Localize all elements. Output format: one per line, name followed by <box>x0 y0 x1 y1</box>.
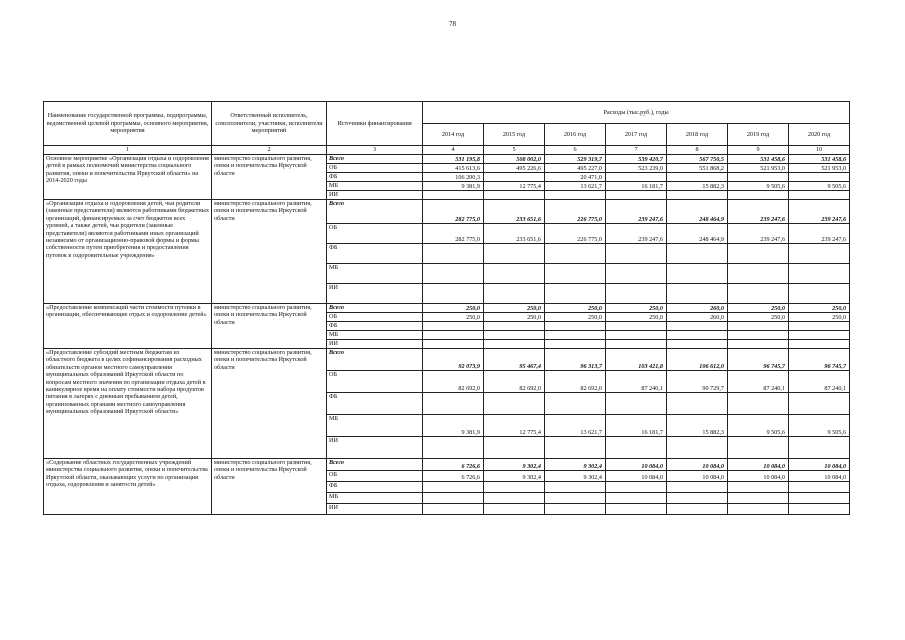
expense-value <box>789 393 850 415</box>
funding-source: МБ <box>327 264 423 284</box>
expense-value: 82 692,0 <box>484 371 545 393</box>
expense-value: 9 302,4 <box>484 471 545 482</box>
header-year: 2016 год <box>545 124 606 146</box>
expense-value: 13 621,7 <box>545 415 606 437</box>
column-index: 5 <box>484 146 545 155</box>
funding-source: ОБ <box>327 164 423 173</box>
expense-value <box>728 393 789 415</box>
measure-executor: министерство социального развития, опеки и попечительства Иркутской области <box>212 304 327 349</box>
expense-value <box>423 264 484 284</box>
header-year: 2017 год <box>606 124 667 146</box>
expense-value <box>606 244 667 264</box>
expense-value <box>728 264 789 284</box>
expense-value <box>423 284 484 304</box>
measure-executor: министерство социального развития, опеки и попечительства Иркутской области <box>212 200 327 304</box>
funding-source: ИИ <box>327 437 423 459</box>
expense-value <box>606 482 667 493</box>
expense-value: 250,0 <box>484 313 545 322</box>
expense-value <box>423 244 484 264</box>
measure-name: «Содержание областных государственных учреждений министерства социального развития, опеки и попечительства Иркутской области, оказывающих услуги по организации отдыха, оздоровления и занятости детей» <box>44 459 212 515</box>
table-row <box>44 349 850 371</box>
expense-value <box>606 393 667 415</box>
expense-value <box>728 331 789 340</box>
expense-value: 250,0 <box>606 304 667 313</box>
expense-value: 523 239,0 <box>606 164 667 173</box>
expense-value <box>728 437 789 459</box>
expense-value: 10 084,0 <box>789 471 850 482</box>
expense-value: 260,0 <box>667 313 728 322</box>
expense-value <box>423 331 484 340</box>
expense-value: 226 775,0 <box>545 200 606 224</box>
expense-value <box>789 331 850 340</box>
expense-value <box>667 173 728 182</box>
header-year: 2014 год <box>423 124 484 146</box>
expense-value <box>545 284 606 304</box>
expense-value: 96 745,7 <box>728 349 789 371</box>
expense-value: 529 319,7 <box>545 155 606 164</box>
expense-value <box>484 482 545 493</box>
funding-source: ФБ <box>327 393 423 415</box>
column-index: 6 <box>545 146 606 155</box>
measure-executor: министерство социального развития, опеки и попечительства Иркутской области <box>212 349 327 459</box>
expense-value: 531 458,6 <box>728 155 789 164</box>
expense-value <box>606 493 667 504</box>
expense-value: 9 505,6 <box>789 415 850 437</box>
expense-value <box>667 322 728 331</box>
expense-value <box>423 482 484 493</box>
funding-source: ФБ <box>327 173 423 182</box>
expense-value: 250,0 <box>606 313 667 322</box>
expense-value <box>667 244 728 264</box>
expense-value <box>789 504 850 515</box>
expense-value <box>484 284 545 304</box>
expense-value: 521 953,0 <box>728 164 789 173</box>
expense-value <box>484 173 545 182</box>
header-executor: Ответственный исполнитель, соисполнители, участники, исполнители мероприятий <box>212 102 327 146</box>
expense-value: 103 421,8 <box>606 349 667 371</box>
expense-value <box>423 393 484 415</box>
funding-source: Всего <box>327 459 423 471</box>
expense-value <box>484 393 545 415</box>
expense-value: 87 240,1 <box>789 371 850 393</box>
funding-source: ФБ <box>327 322 423 331</box>
column-index: 7 <box>606 146 667 155</box>
expense-value: 6 726,6 <box>423 471 484 482</box>
column-index: 10 <box>789 146 850 155</box>
funding-source: Всего <box>327 304 423 313</box>
expense-value <box>606 191 667 200</box>
expense-value <box>728 322 789 331</box>
expense-value <box>545 322 606 331</box>
expense-value <box>667 264 728 284</box>
expense-value <box>484 493 545 504</box>
expense-value: 239 247,6 <box>606 224 667 244</box>
expense-value <box>484 340 545 349</box>
expense-value: 9 381,9 <box>423 182 484 191</box>
expense-value <box>606 284 667 304</box>
expense-value <box>728 244 789 264</box>
expense-value: 282 775,0 <box>423 224 484 244</box>
expense-value <box>789 191 850 200</box>
expense-value: 10 084,0 <box>606 471 667 482</box>
expense-value <box>423 493 484 504</box>
funding-source: ОБ <box>327 371 423 393</box>
expense-value: 239 247,6 <box>606 200 667 224</box>
expense-value: 20 471,0 <box>545 173 606 182</box>
table-row <box>44 304 850 313</box>
expense-value: 567 750,5 <box>667 155 728 164</box>
expense-value: 9 381,9 <box>423 415 484 437</box>
funding-source: МБ <box>327 182 423 191</box>
funding-source: ИИ <box>327 340 423 349</box>
expense-value <box>484 244 545 264</box>
expense-value: 9 302,4 <box>484 459 545 471</box>
expense-value: 250,0 <box>789 313 850 322</box>
expense-value: 239 247,6 <box>728 200 789 224</box>
expense-value <box>728 191 789 200</box>
expense-value <box>728 173 789 182</box>
expense-value: 531 458,6 <box>789 155 850 164</box>
expense-value <box>728 493 789 504</box>
funding-source: Всего <box>327 200 423 224</box>
expense-value: 10 084,0 <box>667 471 728 482</box>
measure-name: Основное мероприятие «Организация отдыха и оздоровления детей в рамках полномочий министерства социального развития, опеки и попечительства Иркутской области» на 2014-2020 годы <box>44 155 212 200</box>
expense-value <box>667 437 728 459</box>
expense-value: 12 775,4 <box>484 182 545 191</box>
expense-value: 521 953,0 <box>789 164 850 173</box>
expense-value: 508 002,0 <box>484 155 545 164</box>
expense-value: 250,0 <box>728 313 789 322</box>
table-row <box>44 155 850 164</box>
expense-value: 82 692,0 <box>545 371 606 393</box>
expense-value: 106 612,0 <box>667 349 728 371</box>
expense-value <box>545 191 606 200</box>
funding-source: ИИ <box>327 284 423 304</box>
funding-source: Всего <box>327 155 423 164</box>
expense-value: 96 313,7 <box>545 349 606 371</box>
expense-value <box>789 340 850 349</box>
expense-value: 248 464,9 <box>667 224 728 244</box>
expense-value: 95 467,4 <box>484 349 545 371</box>
expense-value: 12 775,4 <box>484 415 545 437</box>
expense-value: 96 745,7 <box>789 349 850 371</box>
expense-value <box>484 331 545 340</box>
expense-value <box>545 504 606 515</box>
expense-value: 10 084,0 <box>728 471 789 482</box>
column-index: 8 <box>667 146 728 155</box>
expense-value <box>545 493 606 504</box>
expense-value <box>789 284 850 304</box>
header-sources: Источники финансирования <box>327 102 423 146</box>
expense-value <box>423 437 484 459</box>
expense-value <box>545 264 606 284</box>
expense-value <box>484 322 545 331</box>
expense-value: 495 226,6 <box>484 164 545 173</box>
expense-value: 250,0 <box>789 304 850 313</box>
funding-source: Всего <box>327 349 423 371</box>
expense-value <box>606 331 667 340</box>
expense-value: 16 181,7 <box>606 415 667 437</box>
expense-value: 260,0 <box>667 304 728 313</box>
column-index: 2 <box>212 146 327 155</box>
header-year: 2020 год <box>789 124 850 146</box>
expense-value: 233 651,6 <box>484 200 545 224</box>
expense-value <box>545 482 606 493</box>
header-program: Наименование государственной программы, подпрограммы, ведомственной целевой программы, основного мероприятия, мероприятия <box>44 102 212 146</box>
table-row <box>44 200 850 224</box>
expense-value <box>789 173 850 182</box>
expense-value: 10 084,0 <box>728 459 789 471</box>
page-number: 78 <box>449 20 456 28</box>
expense-value <box>606 173 667 182</box>
expense-value <box>728 482 789 493</box>
expense-value <box>667 331 728 340</box>
expense-value <box>606 264 667 284</box>
expense-value: 10 084,0 <box>606 459 667 471</box>
expense-value <box>423 191 484 200</box>
expense-value <box>789 493 850 504</box>
expense-value <box>667 482 728 493</box>
expense-value: 239 247,6 <box>728 224 789 244</box>
header-year: 2018 год <box>667 124 728 146</box>
expense-value: 16 181,7 <box>606 182 667 191</box>
expense-value: 87 240,1 <box>606 371 667 393</box>
expense-value <box>606 437 667 459</box>
expense-value: 233 651,6 <box>484 224 545 244</box>
expense-value <box>789 264 850 284</box>
expense-value: 82 692,0 <box>423 371 484 393</box>
expense-value <box>789 322 850 331</box>
expense-value <box>728 284 789 304</box>
measure-executor: министерство социального развития, опеки и попечительства Иркутской области <box>212 459 327 515</box>
expense-value: 248 464,9 <box>667 200 728 224</box>
header-expenses: Расходы (тыс.руб.), годы <box>423 102 850 124</box>
expense-value <box>484 504 545 515</box>
expense-value <box>606 504 667 515</box>
expense-value: 250,0 <box>484 304 545 313</box>
expense-value: 539 420,7 <box>606 155 667 164</box>
expense-value <box>545 393 606 415</box>
expense-value: 15 882,3 <box>667 182 728 191</box>
header-year: 2019 год <box>728 124 789 146</box>
expense-value: 9 505,6 <box>789 182 850 191</box>
expense-value: 13 621,7 <box>545 182 606 191</box>
expense-value <box>484 437 545 459</box>
expense-value <box>728 504 789 515</box>
funding-source: МБ <box>327 331 423 340</box>
expense-value: 87 240,1 <box>728 371 789 393</box>
measure-name: «Предоставление компенсаций части стоимости путевки в организации, обеспечивающие отдых и оздоровление детей» <box>44 304 212 349</box>
funding-source: ФБ <box>327 244 423 264</box>
expense-value: 250,0 <box>728 304 789 313</box>
expense-value <box>423 340 484 349</box>
expenses-table <box>43 101 850 515</box>
funding-source: ОБ <box>327 224 423 244</box>
expense-value: 239 247,6 <box>789 224 850 244</box>
measure-name: «Организация отдыха и оздоровления детей, чьи родители (законные представители) являются работниками бюджетных организаций, финансируемых за счет бюджетов всех уровней, а также детей, чьи родители (законные представители) являются работниками иных организаций независимо от организационно-правовой формы и формы собственности путем приобретения и предоставления путевок в оздоровительные учреждения» <box>44 200 212 304</box>
expense-value: 9 505,6 <box>728 415 789 437</box>
expense-value: 9 302,4 <box>545 471 606 482</box>
funding-source: МБ <box>327 493 423 504</box>
expense-value <box>789 437 850 459</box>
expense-value <box>545 340 606 349</box>
expense-value <box>789 482 850 493</box>
expense-value <box>606 322 667 331</box>
expense-value: 10 084,0 <box>667 459 728 471</box>
expense-value: 15 882,3 <box>667 415 728 437</box>
expense-value: 531 195,8 <box>423 155 484 164</box>
expense-value <box>545 437 606 459</box>
expense-value: 239 247,6 <box>789 200 850 224</box>
column-index: 4 <box>423 146 484 155</box>
measure-executor: министерство социального развития, опеки и попечительства Иркутской области <box>212 155 327 200</box>
expense-value: 9 302,4 <box>545 459 606 471</box>
expense-value: 250,0 <box>545 304 606 313</box>
expense-value: 250,0 <box>545 313 606 322</box>
expense-value <box>484 191 545 200</box>
expense-value <box>606 340 667 349</box>
expense-value <box>667 504 728 515</box>
expense-value <box>789 244 850 264</box>
expense-value: 6 726,6 <box>423 459 484 471</box>
funding-source: ОБ <box>327 313 423 322</box>
expense-value <box>667 393 728 415</box>
expense-value <box>545 331 606 340</box>
expense-value: 282 775,0 <box>423 200 484 224</box>
measure-name: «Предоставление субсидий местным бюджетам из областного бюджета в целях софинансирования расходных обязательств органов местного самоуправления муниципальных образований Иркутской области по вопросам местного значения по организации отдыха детей в каникулярное время на оплату стоимости набора продуктов питания в лагерях с дневным пребыванием детей, организованных органами местного самоуправления муниципальных образований Иркутской области» <box>44 349 212 459</box>
expense-value <box>423 322 484 331</box>
expense-value <box>545 244 606 264</box>
expense-value <box>667 340 728 349</box>
table-row <box>44 459 850 471</box>
expense-value: 495 227,0 <box>545 164 606 173</box>
expense-value: 250,0 <box>423 313 484 322</box>
funding-source: ИИ <box>327 504 423 515</box>
expense-value: 226 775,0 <box>545 224 606 244</box>
expense-value: 106 200,3 <box>423 173 484 182</box>
expense-value <box>423 504 484 515</box>
funding-source: МБ <box>327 415 423 437</box>
expense-value: 10 084,0 <box>789 459 850 471</box>
funding-source: ИИ <box>327 191 423 200</box>
column-index: 3 <box>327 146 423 155</box>
expense-value: 9 505,6 <box>728 182 789 191</box>
expense-value <box>484 264 545 284</box>
expense-value <box>728 340 789 349</box>
expense-value: 250,0 <box>423 304 484 313</box>
expense-value: 92 073,9 <box>423 349 484 371</box>
expense-value: 415 613,6 <box>423 164 484 173</box>
expense-value <box>667 493 728 504</box>
expense-value: 90 729,7 <box>667 371 728 393</box>
funding-source: ФБ <box>327 482 423 493</box>
expense-value: 551 868,2 <box>667 164 728 173</box>
column-index: 1 <box>44 146 212 155</box>
expense-value <box>667 284 728 304</box>
header-year: 2015 год <box>484 124 545 146</box>
expense-value <box>667 191 728 200</box>
funding-source: ОБ <box>327 471 423 482</box>
column-index: 9 <box>728 146 789 155</box>
